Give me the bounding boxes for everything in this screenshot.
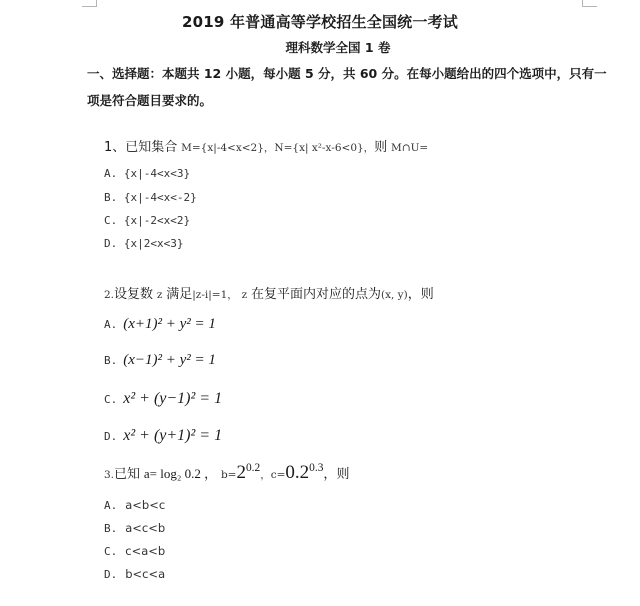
- question-2-stem: [104, 283, 434, 302]
- section-intro: 一、选择题：本题共 12 小题，每小题 5 分，共 60 分。在每小题给出的四个选项中，只有一项是符合题目要求的。: [87, 66, 607, 108]
- question-1-stem: [104, 136, 428, 155]
- question-3-stem: 3.已知 a= log₂ 0.2 ， $b=2^{0.2}$，$c=0.2^{0.3}$，则: [104, 462, 350, 483]
- variable-z: z: [241, 289, 248, 301]
- question-text-end: 则: [336, 467, 350, 482]
- document-subtitle: 理科数学全国 1 卷: [285, 40, 391, 55]
- definition-b: $2^{0.2}$: [236, 462, 261, 483]
- question-1-option-c: [104, 214, 190, 227]
- option-text: {x|2<x<3}: [123, 237, 184, 250]
- option-label: A.: [104, 499, 118, 512]
- question-2-option-b: [104, 352, 216, 369]
- question-3-option-a: [104, 498, 165, 512]
- question-2-option-d: [104, 427, 222, 445]
- point-math: (x, y): [380, 289, 408, 301]
- question-text-tail: 则: [374, 140, 388, 155]
- option-formula: (x+1)² + y² = 1: [123, 316, 216, 332]
- condition-math: |z-i|=1，: [192, 289, 238, 301]
- option-label: C.: [104, 393, 118, 406]
- option-label: A.: [104, 318, 118, 331]
- page-margin-mark-right: [582, 0, 597, 7]
- question-2-option-c: [104, 390, 222, 408]
- option-text: {x|-4<x<-2}: [123, 191, 197, 204]
- option-label: B.: [104, 354, 118, 367]
- question-1-option-b: [104, 191, 197, 204]
- question-3-option-d: [104, 567, 165, 581]
- option-text: a<b<c: [125, 498, 166, 512]
- option-text: {x|-2<x<2}: [123, 214, 191, 227]
- question-text: 已知集合: [125, 140, 178, 155]
- question-3-option-c: [104, 544, 165, 558]
- question-1-option-d: [104, 237, 183, 250]
- question-number: 1、: [104, 140, 126, 155]
- page-margin-mark-left: [82, 0, 97, 7]
- question-text-end: ，则: [407, 287, 434, 302]
- option-text: {x|-4<x<3}: [123, 167, 191, 180]
- option-label: D.: [104, 237, 118, 250]
- option-label: D.: [104, 568, 118, 581]
- question-3-option-b: [104, 521, 165, 535]
- question-text-rest: 在复平面内对应的点为: [250, 287, 381, 302]
- option-text: b<c<a: [125, 567, 166, 581]
- question-text-mid: 满足: [166, 287, 193, 302]
- question-text: 已知: [114, 467, 141, 482]
- option-text: a<c<b: [125, 521, 166, 535]
- question-math: M={x|-4<x<2}，N={x| x²-x-6<0}，: [181, 142, 375, 154]
- variable-z: z: [156, 289, 163, 301]
- question-2-option-a: [104, 316, 216, 333]
- definition-c: $0.2^{0.3}$: [285, 462, 324, 483]
- question-1-option-a: [104, 167, 190, 180]
- question-number: 3.: [104, 469, 115, 481]
- definition-a: a= log₂ 0.2 ，: [143, 466, 218, 481]
- document-title: 2019 年普通高等学校招生全国统一考试: [182, 13, 458, 31]
- option-label: D.: [104, 430, 118, 443]
- option-formula: (x−1)² + y² = 1: [123, 352, 216, 368]
- question-number: 2.: [104, 289, 115, 301]
- option-label: C.: [104, 214, 118, 227]
- question-math-end: M∩U=: [391, 142, 429, 154]
- option-label: A.: [104, 167, 118, 180]
- option-label: C.: [104, 545, 118, 558]
- option-text: c<a<b: [125, 544, 166, 558]
- question-text: 设复数: [114, 287, 154, 302]
- option-formula: x² + (y−1)² = 1: [123, 390, 223, 407]
- option-label: B.: [104, 191, 118, 204]
- option-formula: x² + (y+1)² = 1: [123, 427, 223, 444]
- option-label: B.: [104, 522, 118, 535]
